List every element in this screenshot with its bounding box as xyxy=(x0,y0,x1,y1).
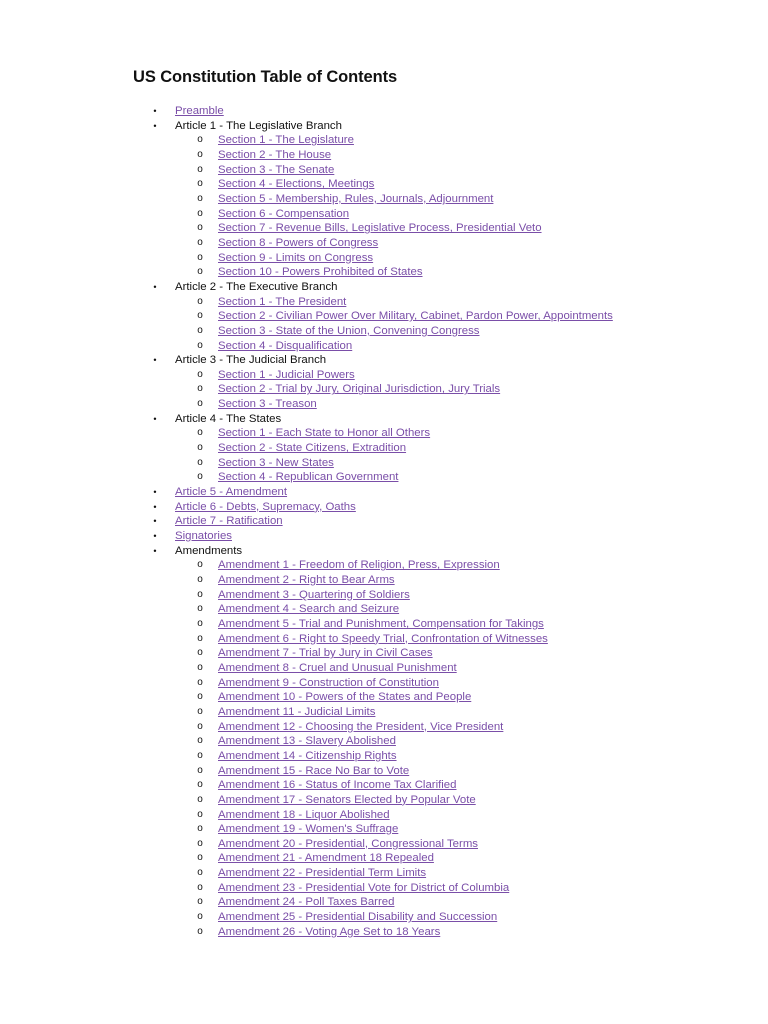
toc-subitem[interactable] xyxy=(0,602,768,617)
toc-subitem[interactable] xyxy=(0,749,768,764)
toc-subitem[interactable] xyxy=(0,720,768,735)
toc-link[interactable]: Section 3 - The Senate xyxy=(218,163,335,176)
toc-subitem[interactable] xyxy=(0,632,768,647)
sub-bullet-icon: o xyxy=(197,617,203,629)
table-of-contents xyxy=(0,104,768,939)
sub-bullet-icon: o xyxy=(197,310,203,322)
sub-bullet-icon: o xyxy=(197,163,203,175)
toc-link[interactable]: Section 8 - Powers of Congress xyxy=(218,236,379,249)
toc-link[interactable]: Amendment 22 - Presidential Term Limits xyxy=(218,867,427,880)
toc-subitem[interactable] xyxy=(0,382,768,397)
toc-subitem[interactable] xyxy=(0,236,768,251)
page-title: US Constitution Table of Contents xyxy=(133,68,398,86)
toc-link[interactable]: Amendment 3 - Quartering of Soldiers xyxy=(218,588,410,601)
bullet-icon: • xyxy=(153,545,157,556)
sub-bullet-icon: o xyxy=(197,661,203,673)
toc-link[interactable]: Amendment 9 - Construction of Constitution xyxy=(218,676,439,689)
toc-item xyxy=(0,280,768,295)
toc-subitem[interactable] xyxy=(0,793,768,808)
toc-link[interactable]: Amendment 23 - Presidential Vote for District of Columbia xyxy=(218,881,510,894)
toc-item xyxy=(0,119,768,134)
toc-link[interactable]: Amendment 2 - Right to Bear Arms xyxy=(218,574,395,586)
toc-link[interactable]: Amendment 19 - Women's Suffrage xyxy=(218,823,399,836)
toc-heading: Article 1 - The Legislative Branch xyxy=(175,119,342,132)
toc-link[interactable]: Section 2 - Trial by Jury, Original Jurisdiction, Jury Trials xyxy=(218,383,501,396)
toc-link[interactable]: Section 1 - Each State to Honor all Others xyxy=(218,427,431,440)
sub-bullet-icon: o xyxy=(197,735,203,747)
toc-link[interactable]: Section 6 - Compensation xyxy=(218,207,350,220)
toc-subitem[interactable] xyxy=(0,573,768,588)
toc-subitem[interactable] xyxy=(0,397,768,412)
sub-bullet-icon: o xyxy=(197,383,203,395)
sub-bullet-icon: o xyxy=(197,676,203,688)
sub-bullet-icon: o xyxy=(197,251,203,263)
sub-bullet-icon: o xyxy=(197,691,203,703)
toc-link[interactable]: Amendment 17 - Senators Elected by Popular Vote xyxy=(218,793,476,806)
sub-bullet-icon: o xyxy=(197,192,203,204)
toc-link[interactable]: Preamble xyxy=(175,105,224,117)
sub-bullet-icon: o xyxy=(197,559,203,571)
sub-bullet-icon: o xyxy=(197,779,203,791)
toc-heading: Article 3 - The Judicial Branch xyxy=(175,354,327,367)
toc-link[interactable]: Amendment 18 - Liquor Abolished xyxy=(218,808,390,821)
toc-subitem[interactable] xyxy=(0,778,768,793)
toc-subitem[interactable] xyxy=(0,558,768,573)
toc-subitem[interactable] xyxy=(0,837,768,852)
bullet-icon: • xyxy=(153,501,157,512)
toc-item[interactable] xyxy=(0,104,768,119)
toc-link[interactable]: Amendment 20 - Presidential, Congressional Terms xyxy=(218,837,478,850)
toc-link[interactable]: Amendment 25 - Presidential Disability and Succession xyxy=(218,911,498,924)
toc-item xyxy=(0,353,768,368)
toc-link[interactable]: Section 1 - The President xyxy=(218,295,347,308)
sub-bullet-icon: o xyxy=(197,911,203,923)
toc-subitem[interactable] xyxy=(0,251,768,266)
sub-bullet-icon: o xyxy=(197,867,203,879)
bullet-icon: • xyxy=(153,120,157,131)
bullet-icon: • xyxy=(153,355,157,366)
toc-item xyxy=(0,544,768,559)
sub-bullet-icon: o xyxy=(197,148,203,160)
toc-link[interactable]: Amendment 21 - Amendment 18 Repealed xyxy=(218,852,434,865)
toc-subitem[interactable] xyxy=(0,588,768,603)
toc-link[interactable]: Amendment 1 - Freedom of Religion, Press, Expression xyxy=(218,559,500,572)
sub-bullet-icon: o xyxy=(197,588,203,600)
toc-subitem[interactable] xyxy=(0,265,768,280)
toc-subitem[interactable] xyxy=(0,470,768,485)
sub-bullet-icon: o xyxy=(197,339,203,351)
sub-bullet-icon: o xyxy=(197,471,203,483)
toc-item[interactable] xyxy=(0,514,768,529)
toc-subitem[interactable] xyxy=(0,705,768,720)
toc-link[interactable]: Section 2 - Civilian Power Over Military, Cabinet, Pardon Power, Appointments xyxy=(218,310,613,323)
toc-subitem[interactable] xyxy=(0,441,768,456)
sub-bullet-icon: o xyxy=(197,896,203,908)
sub-bullet-icon: o xyxy=(197,823,203,835)
sub-bullet-icon: o xyxy=(197,456,203,468)
sub-bullet-icon: o xyxy=(197,764,203,776)
toc-link[interactable]: Section 10 - Powers Prohibited of States xyxy=(218,266,423,279)
toc-subitem[interactable] xyxy=(0,895,768,910)
toc-subitem[interactable] xyxy=(0,676,768,691)
sub-bullet-icon: o xyxy=(197,925,203,937)
toc-subitem[interactable] xyxy=(0,881,768,896)
toc-subitem[interactable] xyxy=(0,661,768,676)
toc-subitem[interactable] xyxy=(0,368,768,383)
sub-bullet-icon: o xyxy=(197,720,203,732)
toc-subitem[interactable] xyxy=(0,456,768,471)
toc-link[interactable]: Section 2 - State Citizens, Extradition xyxy=(218,442,407,455)
toc-subitem[interactable] xyxy=(0,221,768,236)
toc-subitem[interactable] xyxy=(0,192,768,207)
sub-bullet-icon: o xyxy=(197,368,203,380)
toc-subitem[interactable] xyxy=(0,822,768,837)
toc-heading: Amendments xyxy=(175,544,243,557)
toc-link[interactable]: Amendment 16 - Status of Income Tax Clarified xyxy=(218,779,457,792)
toc-subitem[interactable] xyxy=(0,339,768,354)
sub-bullet-icon: o xyxy=(197,442,203,454)
toc-subitem[interactable] xyxy=(0,617,768,632)
toc-link[interactable]: Section 4 - Elections, Meetings xyxy=(218,178,375,191)
toc-link[interactable]: Amendment 26 - Voting Age Set to 18 Years xyxy=(218,925,441,938)
toc-link[interactable]: Amendment 4 - Search and Seizure xyxy=(218,603,400,616)
toc-subitem[interactable] xyxy=(0,309,768,324)
toc-link[interactable]: Section 3 - Treason xyxy=(218,398,317,411)
sub-bullet-icon: o xyxy=(197,808,203,820)
toc-subitem[interactable] xyxy=(0,133,768,148)
toc-link[interactable]: Section 3 - State of the Union, Convening Congress xyxy=(218,324,480,337)
toc-link[interactable]: Section 1 - The Legislature xyxy=(218,134,354,147)
toc-subitem[interactable] xyxy=(0,646,768,661)
sub-bullet-icon: o xyxy=(197,574,203,585)
toc-link[interactable]: Amendment 5 - Trial and Punishment, Compensation for Takings xyxy=(218,617,544,630)
toc-subitem[interactable] xyxy=(0,764,768,779)
sub-bullet-icon: o xyxy=(197,398,203,410)
sub-bullet-icon: o xyxy=(197,632,203,644)
sub-bullet-icon: o xyxy=(197,749,203,761)
toc-link[interactable]: Amendment 15 - Race No Bar to Vote xyxy=(218,764,410,777)
toc-link[interactable]: Amendment 6 - Right to Speedy Trial, Confrontation of Witnesses xyxy=(218,632,548,645)
toc-subitem[interactable] xyxy=(0,426,768,441)
toc-link[interactable]: Section 4 - Republican Government xyxy=(218,471,399,484)
toc-subitem[interactable] xyxy=(0,690,768,705)
sub-bullet-icon: o xyxy=(197,837,203,849)
toc-subitem[interactable] xyxy=(0,925,768,940)
toc-item[interactable] xyxy=(0,485,768,500)
toc-subitem[interactable] xyxy=(0,295,768,310)
bullet-icon: • xyxy=(153,487,157,498)
toc-subitem[interactable] xyxy=(0,163,768,178)
sub-bullet-icon: o xyxy=(197,881,203,893)
toc-subitem[interactable] xyxy=(0,324,768,339)
toc-item xyxy=(0,412,768,427)
bullet-icon: • xyxy=(153,531,157,542)
toc-heading: Article 2 - The Executive Branch xyxy=(175,280,338,293)
toc-subitem[interactable] xyxy=(0,177,768,192)
toc-link[interactable]: Article 6 - Debts, Supremacy, Oaths xyxy=(175,500,356,513)
toc-link[interactable]: Article 7 - Ratification xyxy=(175,515,283,528)
toc-subitem[interactable] xyxy=(0,207,768,222)
toc-subitem[interactable] xyxy=(0,851,768,866)
toc-heading: Article 4 - The States xyxy=(175,412,282,425)
toc-subitem[interactable] xyxy=(0,910,768,925)
sub-bullet-icon: o xyxy=(197,324,203,336)
toc-link[interactable]: Section 3 - New States xyxy=(218,456,334,469)
toc-link[interactable]: Section 7 - Revenue Bills, Legislative Process, Presidential Veto xyxy=(218,222,542,235)
toc-link[interactable]: Amendment 14 - Citizenship Rights xyxy=(218,749,397,762)
toc-link[interactable]: Amendment 24 - Poll Taxes Barred xyxy=(218,896,395,909)
toc-link[interactable]: Amendment 11 - Judicial Limits xyxy=(218,705,376,718)
bullet-icon: • xyxy=(153,516,157,527)
bullet-icon: • xyxy=(153,413,157,424)
sub-bullet-icon: o xyxy=(197,647,203,659)
toc-subitem[interactable] xyxy=(0,866,768,881)
sub-bullet-icon: o xyxy=(197,295,203,307)
sub-bullet-icon: o xyxy=(197,134,203,146)
toc-link[interactable]: Amendment 12 - Choosing the President, Vice President xyxy=(218,720,504,733)
bullet-icon: • xyxy=(153,106,157,116)
toc-link[interactable]: Section 1 - Judicial Powers xyxy=(218,368,355,381)
sub-bullet-icon: o xyxy=(197,178,203,190)
sub-bullet-icon: o xyxy=(197,266,203,278)
sub-bullet-icon: o xyxy=(197,705,203,717)
toc-link[interactable]: Amendment 10 - Powers of the States and People xyxy=(218,691,472,704)
toc-item[interactable] xyxy=(0,529,768,544)
toc-link[interactable]: Section 4 - Disqualification xyxy=(218,339,353,352)
toc-link[interactable]: Article 5 - Amendment xyxy=(175,486,288,499)
toc-link[interactable]: Signatories xyxy=(175,530,232,543)
toc-link[interactable]: Amendment 8 - Cruel and Unusual Punishment xyxy=(218,661,457,674)
toc-link[interactable]: Section 9 - Limits on Congress xyxy=(218,251,374,264)
sub-bullet-icon: o xyxy=(197,427,203,439)
toc-subitem[interactable] xyxy=(0,734,768,749)
toc-link[interactable]: Section 2 - The House xyxy=(218,148,332,161)
sub-bullet-icon: o xyxy=(197,207,203,219)
toc-subitem[interactable] xyxy=(0,808,768,823)
toc-link[interactable]: Amendment 7 - Trial by Jury in Civil Cases xyxy=(218,647,433,660)
toc-subitem[interactable] xyxy=(0,148,768,163)
sub-bullet-icon: o xyxy=(197,793,203,805)
toc-item[interactable] xyxy=(0,500,768,515)
bullet-icon: • xyxy=(153,281,157,292)
sub-bullet-icon: o xyxy=(197,603,203,615)
sub-bullet-icon: o xyxy=(197,852,203,864)
sub-bullet-icon: o xyxy=(197,236,203,248)
toc-link[interactable]: Amendment 13 - Slavery Abolished xyxy=(218,735,396,748)
sub-bullet-icon: o xyxy=(197,222,203,234)
toc-link[interactable]: Section 5 - Membership, Rules, Journals, Adjournment xyxy=(218,192,494,205)
